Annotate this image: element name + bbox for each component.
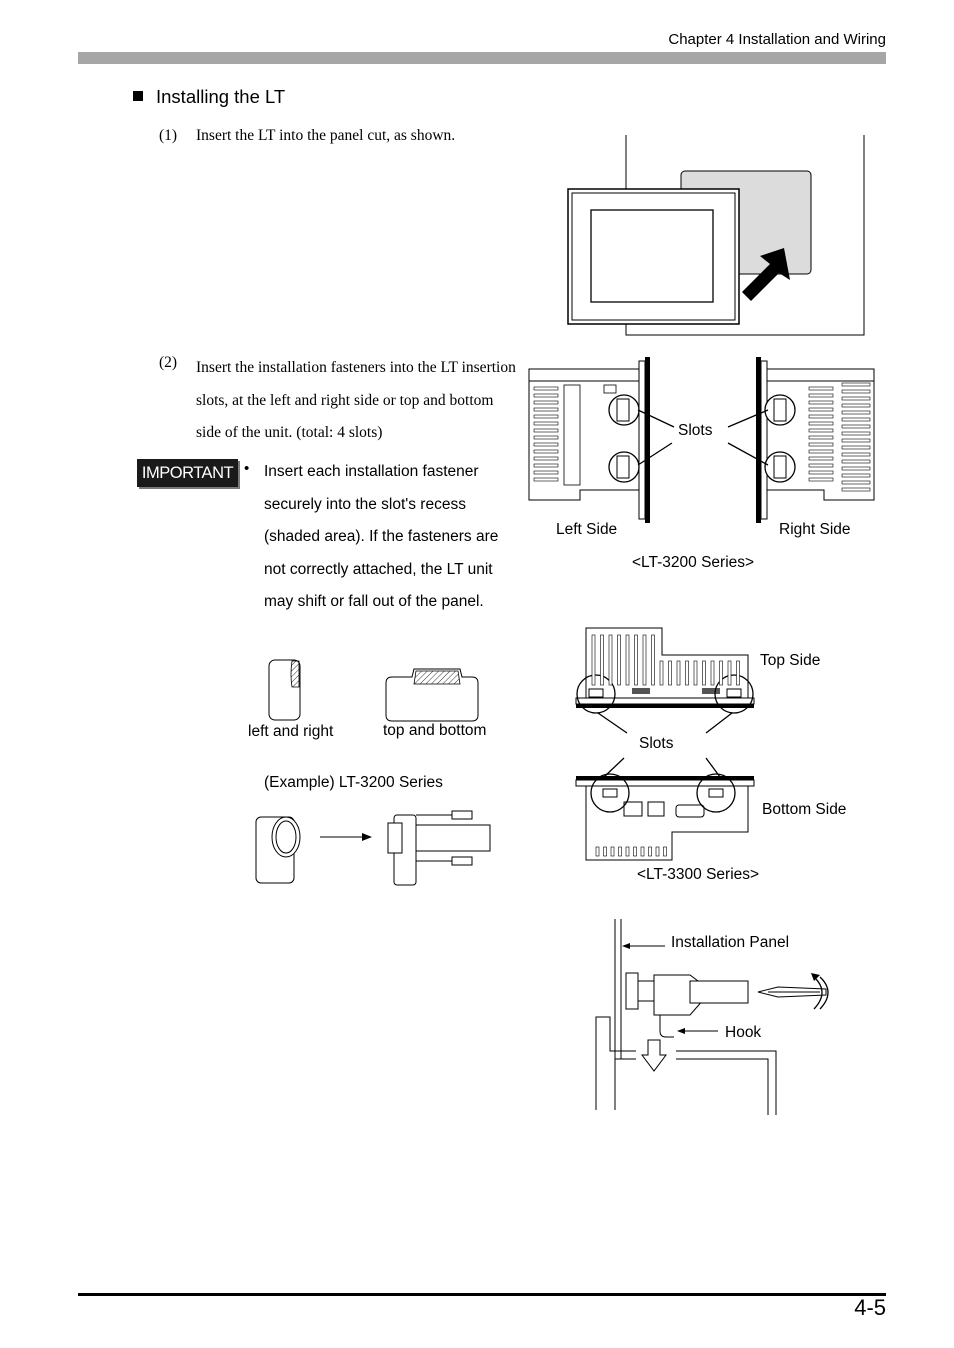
vent-slat xyxy=(534,478,558,481)
vent-slat xyxy=(592,635,595,685)
arrow-right-icon xyxy=(320,833,372,841)
vent-slat xyxy=(842,439,870,442)
vent-slat xyxy=(686,661,689,685)
chapter-title: Chapter 4 Installation and Wiring xyxy=(668,31,886,48)
important-badge: IMPORTANT xyxy=(137,459,238,487)
vent-slat xyxy=(842,481,870,484)
vent-slat xyxy=(809,415,833,418)
vent-slat xyxy=(534,436,558,439)
vent-slat xyxy=(534,422,558,425)
screwdriver-icon xyxy=(758,973,828,1009)
vent-slat xyxy=(842,453,870,456)
vent-slat xyxy=(643,635,646,685)
vent-slat xyxy=(626,847,629,856)
vent-slat xyxy=(664,847,667,856)
vent-slat xyxy=(611,847,614,856)
top-bottom-fastener-icon xyxy=(386,669,478,721)
vent-slat xyxy=(842,411,870,414)
step-1-text: Insert the LT into the panel cut, as shown. xyxy=(196,127,456,144)
lt3300-series-label: <LT-3300 Series> xyxy=(637,866,760,883)
vent-slat xyxy=(634,847,637,856)
example-label: (Example) LT-3200 Series xyxy=(264,774,443,791)
header-bar xyxy=(78,52,886,64)
fastener-side-icon xyxy=(388,811,490,885)
fastener-example-figure xyxy=(254,805,504,895)
top-side-label: Top Side xyxy=(760,652,821,669)
vent-slat xyxy=(694,661,697,685)
vent-slat xyxy=(809,408,833,411)
left-side-label: Left Side xyxy=(556,521,618,538)
vent-slat xyxy=(534,387,558,390)
vent-slat xyxy=(809,457,833,460)
vent-slat xyxy=(652,635,655,685)
vent-slat xyxy=(809,429,833,432)
section-heading xyxy=(133,86,285,108)
panel-insert-figure xyxy=(560,130,870,340)
vent-slat xyxy=(703,661,706,685)
vent-slat xyxy=(737,661,740,685)
vent-slat xyxy=(842,432,870,435)
vent-slat xyxy=(842,460,870,463)
step-2-number: (2) xyxy=(159,354,178,371)
left-right-fastener-icon xyxy=(269,660,300,720)
vent-slat xyxy=(809,443,833,446)
vent-slat xyxy=(604,847,607,856)
vent-slat xyxy=(534,408,558,411)
vent-slat xyxy=(618,635,621,685)
lt3200-slots-label: Slots xyxy=(678,422,713,439)
vent-slat xyxy=(809,436,833,439)
step-1-number: (1) xyxy=(159,127,178,144)
vent-slat xyxy=(656,847,659,856)
vent-slat xyxy=(809,450,833,453)
vent-slat xyxy=(669,661,672,685)
left-right-label: left and right xyxy=(248,723,334,740)
lt3300-slots-label: Slots xyxy=(639,735,674,752)
vent-slat xyxy=(842,383,870,386)
lt3200-side-views-figure xyxy=(524,355,884,525)
top-bottom-label: top and bottom xyxy=(383,722,487,739)
fastener-shapes-figure xyxy=(262,655,492,725)
vent-slat xyxy=(842,446,870,449)
hook-label: Hook xyxy=(725,1024,762,1041)
vent-slat xyxy=(534,450,558,453)
vent-slat xyxy=(534,471,558,474)
vent-slat xyxy=(809,478,833,481)
vent-slat xyxy=(534,401,558,404)
installation-panel-label: Installation Panel xyxy=(671,934,790,951)
vent-slat xyxy=(534,457,558,460)
vent-slat xyxy=(809,422,833,425)
vent-slat xyxy=(728,661,731,685)
vent-slat xyxy=(809,464,833,467)
vent-slat xyxy=(842,418,870,421)
vent-slat xyxy=(677,661,680,685)
vent-slat xyxy=(842,390,870,393)
vent-slat xyxy=(660,661,663,685)
vent-slat xyxy=(534,429,558,432)
page-number: 4-5 xyxy=(854,1295,886,1320)
bottom-side-label: Bottom Side xyxy=(762,801,847,818)
vent-slat xyxy=(649,847,652,856)
vent-slat xyxy=(842,404,870,407)
vent-slat xyxy=(619,847,622,856)
fastener-front-icon xyxy=(256,817,300,883)
vent-slat xyxy=(720,661,723,685)
vent-slat xyxy=(842,488,870,491)
vent-slat xyxy=(626,635,629,685)
step-2-text: Insert the installation fasteners into the LT insertion slots, at the left and right side or top and bottom side of the unit. (total: 4 slots) xyxy=(196,359,516,441)
left-side-view xyxy=(529,357,650,523)
vent-slat xyxy=(635,635,638,685)
lt3200-series-label: <LT-3200 Series> xyxy=(632,554,755,571)
vent-slat xyxy=(809,394,833,397)
down-arrow-icon xyxy=(642,1040,666,1071)
vent-slat xyxy=(842,425,870,428)
vent-slat xyxy=(596,847,599,856)
vent-slat xyxy=(534,415,558,418)
square-bullet-icon xyxy=(133,91,143,101)
vent-slat xyxy=(601,635,604,685)
vent-slat xyxy=(534,443,558,446)
vent-slat xyxy=(609,635,612,685)
vent-slat xyxy=(809,401,833,404)
vent-slat xyxy=(641,847,644,856)
vent-slat xyxy=(842,467,870,470)
vent-slat xyxy=(809,471,833,474)
vent-slat xyxy=(534,394,558,397)
vent-slat xyxy=(534,464,558,467)
important-text: Insert each installation fastener securely into the slot's recess (shaded area). If the fasteners are not correctly attached, the LT unit may shift or fall out of the panel. xyxy=(264,463,499,610)
right-side-label: Right Side xyxy=(779,521,851,538)
vent-slat xyxy=(809,387,833,390)
vent-slat xyxy=(711,661,714,685)
vent-slat xyxy=(842,397,870,400)
vent-slat xyxy=(842,474,870,477)
important-bullet: • xyxy=(244,460,250,477)
footer-rule xyxy=(78,1293,886,1296)
section-title: Installing the LT xyxy=(156,86,286,107)
